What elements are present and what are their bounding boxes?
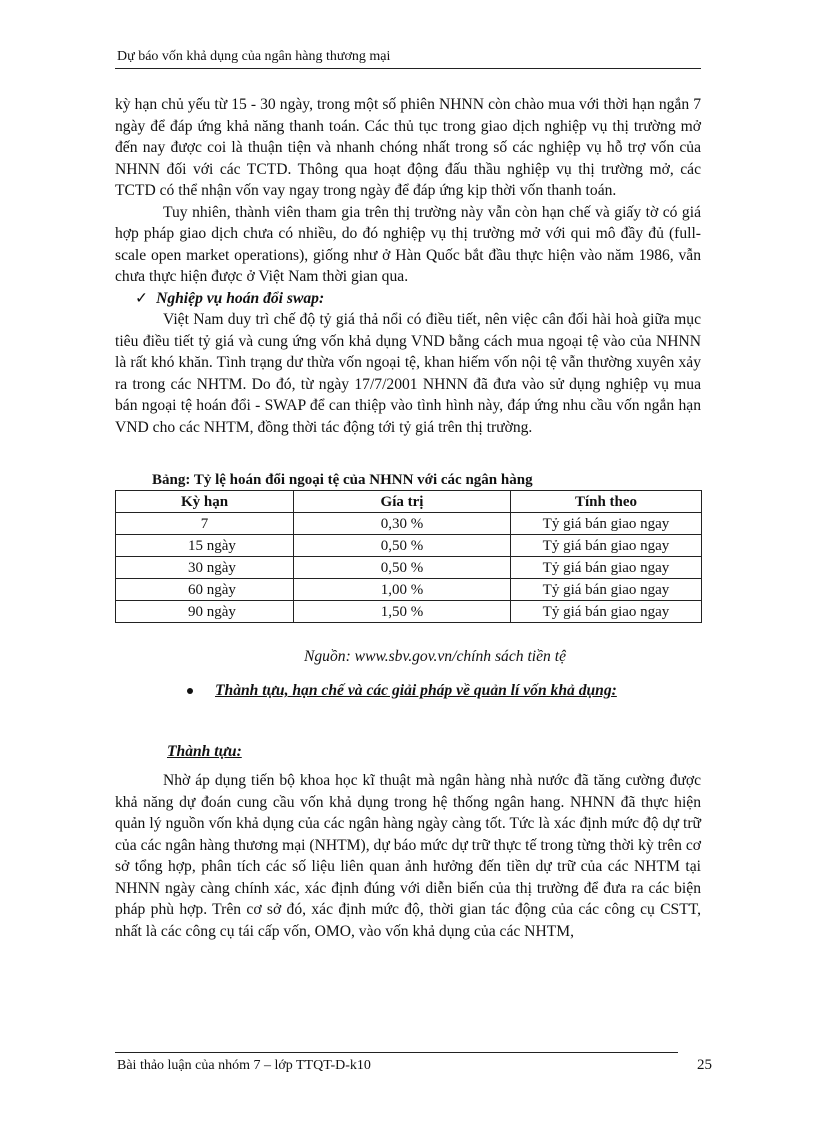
cell-term: 90 ngày xyxy=(116,601,294,623)
page-number: 25 xyxy=(697,1057,712,1073)
document-body xyxy=(115,94,701,942)
achievements-heading: Thành tựu: xyxy=(167,743,242,760)
cell-value: 0,50 % xyxy=(294,535,511,557)
cell-term: 7 xyxy=(116,513,294,535)
cell-term: 15 ngày xyxy=(116,535,294,557)
cell-term: 60 ngày xyxy=(116,579,294,601)
footer-text: Bài thảo luận của nhóm 7 – lớp TTQT-D-k10 xyxy=(117,1058,371,1073)
cell-basis: Tỷ giá bán giao ngay xyxy=(511,557,702,579)
table-caption: Bảng: Tỷ lệ hoán đổi ngoại tệ của NHNN với các ngân hàng xyxy=(152,472,533,488)
table-row xyxy=(116,513,702,535)
cell-basis: Tỷ giá bán giao ngay xyxy=(511,601,702,623)
table-row xyxy=(116,579,702,601)
header-basis: Tính theo xyxy=(511,491,702,513)
cell-basis: Tỷ giá bán giao ngay xyxy=(511,513,702,535)
swap-heading-text: Nghiệp vụ hoán đổi swap: xyxy=(156,289,325,307)
paragraph-swap: Việt Nam duy trì chế độ tỷ giá thả nổi có điều tiết, nên việc cân đối hài hoà giữa mục tiêu điều tiết tỷ giá và cung ứng vốn khả dụng VND bằng cách mua ngoại tệ vào của NHNN là rất khó khăn. Tình trạng dư thừa vốn ngoại tệ, khan hiếm vốn nội tệ vẫn thường xuyên xảy ra trong các NHTM. Do đó, từ ngày 17/7/2001 NHNN đã đưa vào sử dụng nghiệp vụ mua bán ngoại tệ hoán đổi - SWAP để can thiệp vào tình hình này, đáp ứng nhu cầu vốn ngắn hạn VND cho các NHTM, đồng thời tác động tới tỷ giá trên thị trường. xyxy=(115,311,701,436)
paragraph-open-market-terms: kỳ hạn chủ yếu từ 15 - 30 ngày, trong một số phiên NHNN còn chào mua với thời hạn ngắn 7 ngày để đáp ứng khả năng thanh toán. Các thủ tục trong giao dịch nghiệp vụ thị trường mở đến nay được coi là thuận tiện và nhanh chóng nhất trong số các nghiệp vụ hỗ trợ vốn của NHNN đối với các TCTD. Thông qua hoạt động đấu thầu nghiệp vụ thị trường mở, các TCTD có thể nhận vốn vay ngay trong ngày để đáp ứng kịp thời vốn thanh toán. xyxy=(115,96,701,199)
page-header xyxy=(115,48,701,69)
header-term: Kỳ hạn xyxy=(116,491,294,513)
cell-term: 30 ngày xyxy=(116,557,294,579)
swap-rate-table xyxy=(115,490,702,623)
cell-basis: Tỷ giá bán giao ngay xyxy=(511,535,702,557)
checkmark-icon: ✓ xyxy=(135,289,149,307)
section-heading xyxy=(115,680,701,701)
header-value: Gía trị xyxy=(294,491,511,513)
bullet-icon xyxy=(187,688,193,694)
table-header-row xyxy=(116,491,702,513)
table-row xyxy=(116,601,702,623)
header-title: Dự báo vốn khả dụng của ngân hàng thương mại xyxy=(117,49,391,64)
table-source: Nguồn: www.sbv.gov.vn/chính sách tiền tệ xyxy=(303,648,567,665)
paragraph-achievements: Nhờ áp dụng tiến bộ khoa học kĩ thuật mà ngân hàng nhà nước đã tăng cường được khả năng dự đoán cung cầu vốn khả dụng trong hệ thống ngân hang. NHNN đã thực hiện quản lý nguồn vốn khả dụng của các ngân hàng ngày càng tốt. Tức là xác định mức độ dự trữ của các ngân hàng thương mại (NHTM), dự báo mức dự trữ thực tế trong từng thời kỳ trên cơ sở tổng hợp, phân tích các số liệu liên quan ảnh hưởng đến tiền dự trữ của các NHTM tại NHNN ngày càng chính xác, xác định đúng với diễn biến của thị trường để đưa ra các biện pháp phù hợp. Trên cơ sở đó, xác định mức độ, thời gian tác động của các công cụ CSTT, nhất là các công cụ tái cấp vốn, OMO, vào vốn khả dụng của các NHTM, xyxy=(115,772,701,940)
table-row xyxy=(116,557,702,579)
swap-heading xyxy=(115,288,701,310)
section-heading-text: Thành tựu, hạn chế và các giải pháp về quản lí vốn khả dụng: xyxy=(215,682,617,699)
table-row xyxy=(116,535,702,557)
cell-value: 0,30 % xyxy=(294,513,511,535)
cell-basis: Tỷ giá bán giao ngay xyxy=(511,579,702,601)
page-footer xyxy=(115,1052,678,1073)
cell-value: 0,50 % xyxy=(294,557,511,579)
paragraph-open-market-limits: Tuy nhiên, thành viên tham gia trên thị trường này vẫn còn hạn chế và giấy tờ có giá hợp pháp giao dịch chưa có nhiều, do đó nghiệp vụ thị trường mở với qui mô đầy đủ (full-scale open market operations), giống như ở Hàn Quốc bắt đầu thực hiện vào năm 1986, vẫn chưa thực hiện được ở Việt Nam thời gian qua. xyxy=(115,203,701,285)
cell-value: 1,50 % xyxy=(294,601,511,623)
cell-value: 1,00 % xyxy=(294,579,511,601)
